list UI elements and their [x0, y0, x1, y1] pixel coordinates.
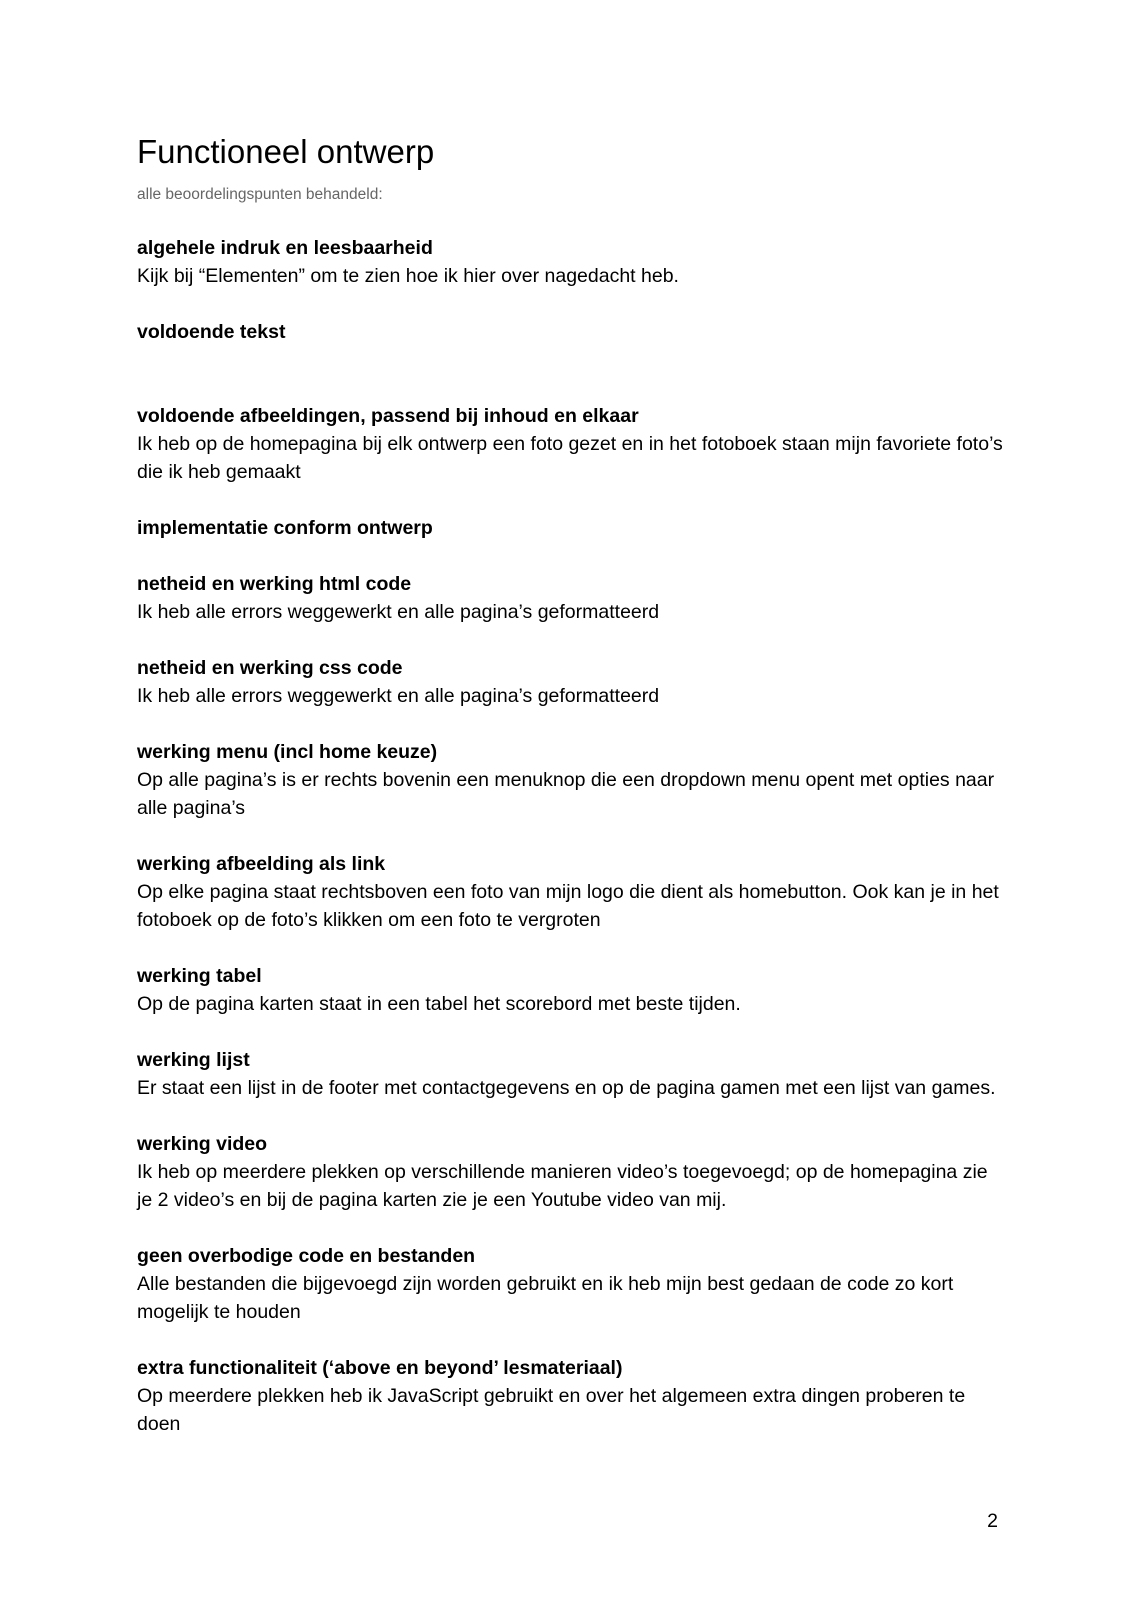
criteria-list — [137, 234, 1007, 1438]
criterion-section — [137, 738, 1007, 822]
criterion-body: Ik heb alle errors weggewerkt en alle pagina’s geformatteerd — [137, 685, 660, 708]
criterion-body: Ik heb op meerdere plekken op verschillende manieren video’s toegevoegd; op de homepagina zie je 2 video’s en bij de pagina karten zie je een Youtube video van mij. — [137, 1161, 988, 1212]
criterion-heading: werking menu (incl home keuze) — [137, 741, 438, 764]
criterion-heading: werking tabel — [137, 965, 262, 988]
criterion-body: Alle bestanden die bijgevoegd zijn worden gebruikt en ik heb mijn best gedaan de code zo kort mogelijk te houden — [137, 1273, 954, 1324]
criterion-heading: netheid en werking html code — [137, 573, 412, 596]
criterion-body: Op elke pagina staat rechtsboven een foto van mijn logo die dient als homebutton. Ook kan je in het fotoboek op de foto’s klikken om een foto te vergroten — [137, 881, 999, 932]
criterion-section — [137, 402, 1007, 486]
criterion-heading: algehele indruk en leesbaarheid — [137, 237, 433, 260]
criterion-body: Op meerdere plekken heb ik JavaScript gebruikt en over het algemeen extra dingen proberen te doen — [137, 1385, 966, 1436]
page-number: 2 — [987, 1510, 998, 1532]
criterion-section — [137, 962, 1007, 1018]
criterion-section — [137, 1354, 1007, 1438]
criterion-section — [137, 654, 1007, 710]
criterion-section — [137, 1130, 1007, 1214]
criterion-heading: werking lijst — [137, 1049, 250, 1072]
criterion-body: Er staat een lijst in de footer met contactgegevens en op de pagina gamen met een lijst van games. — [137, 1077, 996, 1100]
criterion-section — [137, 1046, 1007, 1102]
criterion-body: Op alle pagina’s is er rechts bovenin een menuknop die een dropdown menu opent met opties naar alle pagina’s — [137, 769, 995, 820]
criterion-heading: werking video — [137, 1133, 268, 1156]
criterion-heading: extra functionaliteit (‘above en beyond’ lesmateriaal) — [137, 1357, 623, 1380]
page-subtitle: alle beoordelingspunten behandeld: — [137, 185, 383, 203]
criterion-section — [137, 570, 1007, 626]
criterion-section — [137, 318, 1007, 374]
criterion-body — [137, 346, 1007, 374]
criterion-section — [137, 1242, 1007, 1326]
criterion-body: Kijk bij “Elementen” om te zien hoe ik hier over nagedacht heb. — [137, 265, 679, 288]
criterion-section — [137, 514, 1007, 542]
criterion-heading: voldoende afbeeldingen, passend bij inhoud en elkaar — [137, 405, 639, 428]
criterion-heading: voldoende tekst — [137, 321, 286, 344]
criterion-heading: werking afbeelding als link — [137, 853, 386, 876]
page-title: Functioneel ontwerp — [137, 133, 435, 170]
criterion-heading: geen overbodige code en bestanden — [137, 1245, 476, 1268]
criterion-section — [137, 850, 1007, 934]
criterion-heading: implementatie conform ontwerp — [137, 517, 433, 540]
criterion-body: Ik heb op de homepagina bij elk ontwerp een foto gezet en in het fotoboek staan mijn favoriete foto’s die ik heb gemaakt — [137, 433, 1003, 484]
criterion-body: Op de pagina karten staat in een tabel het scorebord met beste tijden. — [137, 993, 741, 1016]
criterion-heading: netheid en werking css code — [137, 657, 403, 680]
document-page — [137, 132, 1007, 1466]
criterion-body: Ik heb alle errors weggewerkt en alle pagina’s geformatteerd — [137, 601, 660, 624]
criterion-section — [137, 234, 1007, 290]
